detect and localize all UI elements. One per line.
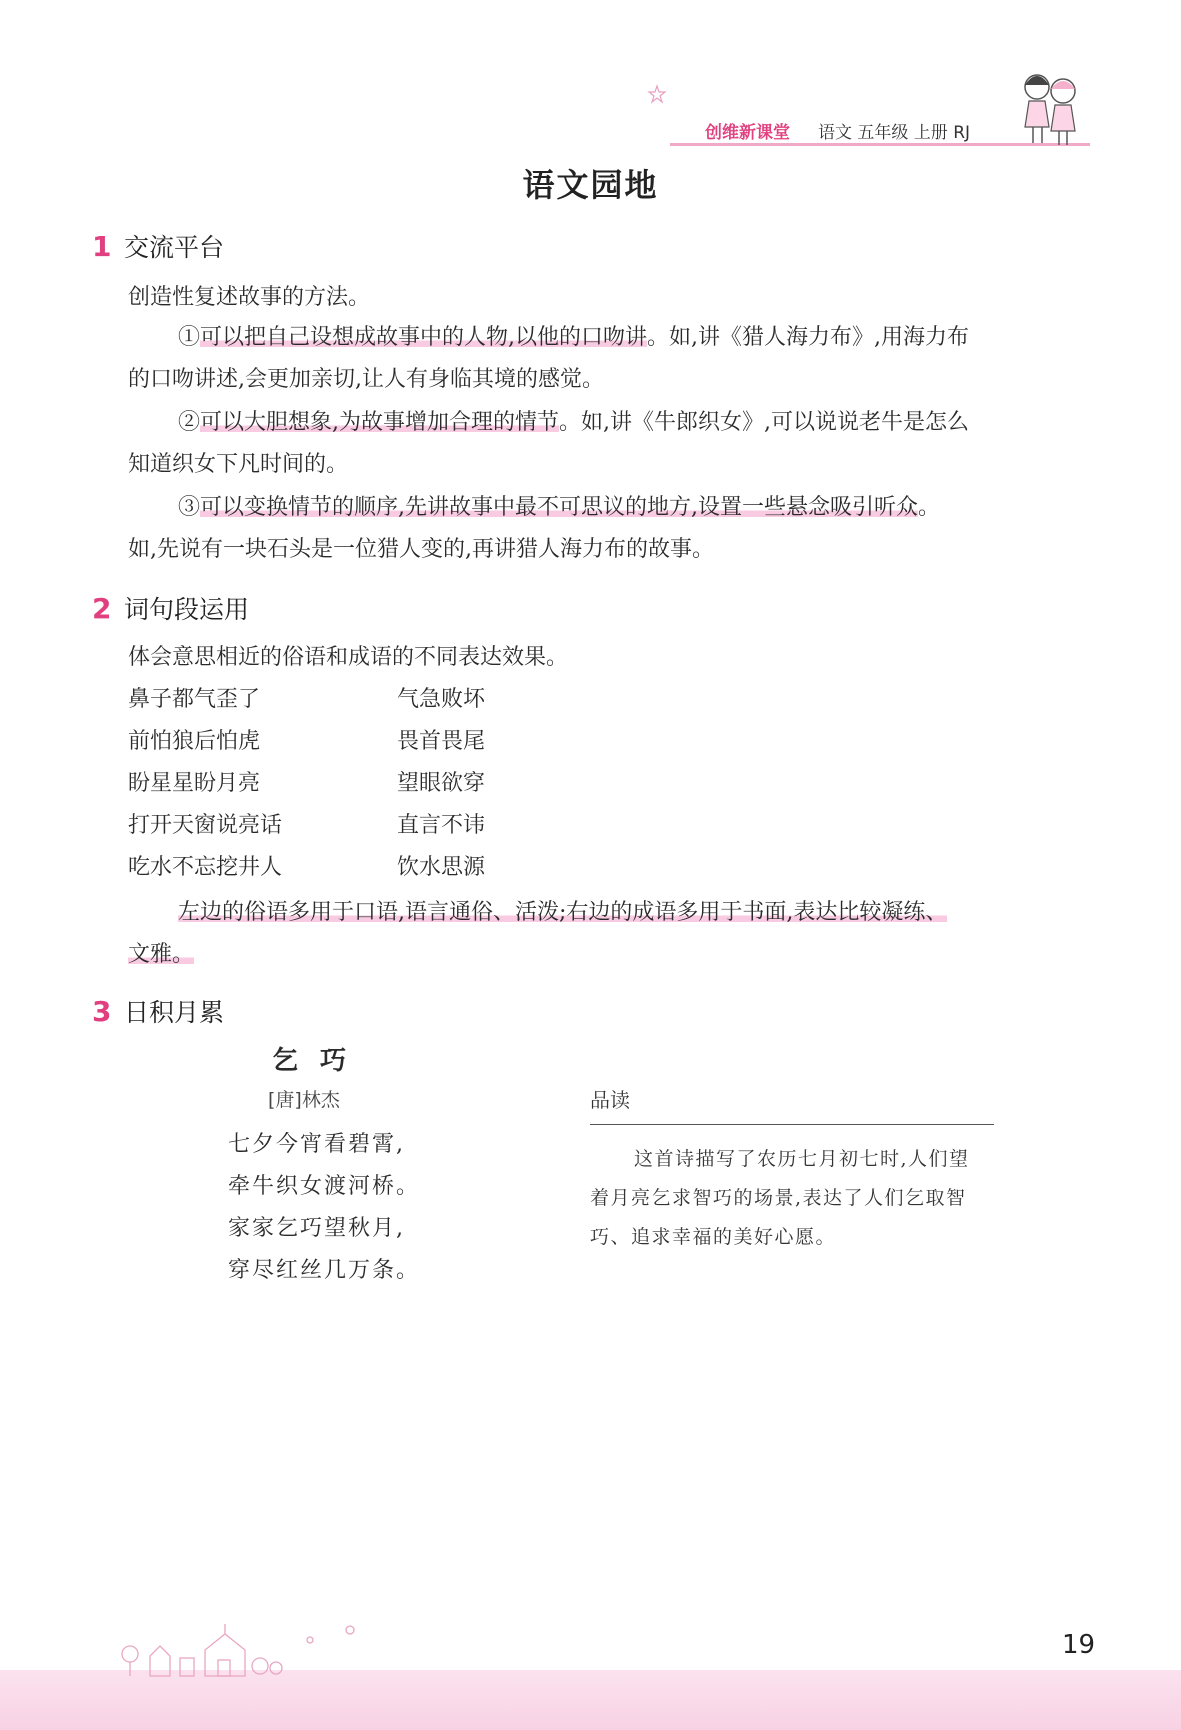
proverb-left-1: 鼻子都气歪了 [128, 687, 261, 712]
section-2-title: 词句段运用 [124, 595, 250, 624]
idiom-right-3: 望眼欲穿 [397, 771, 486, 796]
poem-author: [唐]林杰 [268, 1089, 340, 1111]
section-3-title: 日积月累 [124, 998, 225, 1027]
method-3-highlight: 可以变换情节的顺序,先讲故事中最不可思议的地方,设置一些悬念吸引听众 [200, 495, 919, 520]
method-3-rest: 。 [918, 495, 941, 520]
page-title: 语文园地 [522, 166, 659, 204]
method-2-highlight: 可以大胆想象,为故事增加合理的情节 [200, 410, 560, 435]
section-2-heading [92, 590, 249, 626]
proverb-left-4: 打开天窗说亮话 [128, 813, 283, 838]
method-1-highlight: 可以把自己设想成故事中的人物,以他的口吻讲 [200, 325, 648, 350]
section-2-number: 2 [92, 592, 112, 625]
method-3 [178, 490, 940, 521]
section-1-intro: 创造性复述故事的方法。 [128, 285, 371, 310]
section-1-number: 1 [92, 230, 112, 263]
method-1-rest: 。如,讲《猎人海力布》,用海力布 [647, 325, 970, 350]
proverb-left-3: 盼星星盼月亮 [128, 771, 261, 796]
method-1 [178, 320, 969, 351]
section-2-summary [178, 895, 947, 926]
town-illustration-icon [110, 1620, 370, 1680]
proverb-left-2: 前怕狼后怕虎 [128, 729, 261, 754]
page-header [670, 70, 1090, 150]
header-brand: 创维新课堂 [705, 123, 790, 143]
section-2-intro: 体会意思相近的俗语和成语的不同表达效果。 [128, 645, 569, 670]
method-1-marker: ① [178, 325, 201, 350]
method-2-marker: ② [178, 410, 201, 435]
pindu-title: 品读 [590, 1088, 630, 1112]
header-course: 语文 五年级 上册 RJ [818, 123, 971, 143]
pindu-divider [590, 1124, 994, 1125]
section-1-title: 交流平台 [124, 233, 225, 262]
section-3-number: 3 [92, 995, 112, 1028]
pindu-line-3: 巧、追求幸福的美好心愿。 [590, 1226, 837, 1248]
method-2 [178, 405, 969, 436]
method-2-rest: 。如,讲《牛郎织女》,可以说说老牛是怎么 [559, 410, 970, 435]
method-3-line2: 如,先说有一块石头是一位猎人变的,再讲猎人海力布的故事。 [128, 537, 714, 562]
method-1-line2: 的口吻讲述,会更加亲切,让人有身临其境的感觉。 [128, 367, 604, 392]
star-decoration-icon [647, 84, 667, 104]
pindu-line-2: 着月亮乞求智巧的场景,表达了人们乞取智 [590, 1187, 967, 1209]
poem-line-4: 穿尽红丝几万条。 [228, 1258, 421, 1283]
section-2-summary-highlight: 左边的俗语多用于口语,语言通俗、活泼;右边的成语多用于书面,表达比较凝练、 [178, 900, 948, 925]
page-number: 19 [1062, 1630, 1096, 1660]
section-1-heading [92, 228, 224, 264]
section-2-summary-line2-text: 文雅。 [128, 942, 195, 967]
idiom-right-5: 饮水思源 [397, 855, 486, 880]
poem-line-1: 七夕今宵看碧霄, [228, 1132, 405, 1157]
idiom-right-1: 气急败坏 [397, 687, 486, 712]
poem-line-3: 家家乞巧望秋月, [228, 1216, 405, 1241]
pindu-line-1: 这首诗描写了农历七月初七时,人们望 [634, 1148, 970, 1170]
poem-title: 乞巧 [272, 1046, 369, 1076]
method-2-line2: 知道织女下凡时间的。 [128, 452, 349, 477]
poem-line-2: 牵牛织女渡河桥。 [228, 1174, 421, 1199]
section-3-heading [92, 993, 224, 1029]
section-2-summary-line2 [128, 937, 194, 968]
method-3-marker: ③ [178, 495, 201, 520]
proverb-left-5: 吃水不忘挖井人 [128, 855, 283, 880]
idiom-right-4: 直言不讳 [397, 813, 486, 838]
idiom-right-2: 畏首畏尾 [397, 729, 486, 754]
children-illustration-icon [1015, 65, 1090, 150]
